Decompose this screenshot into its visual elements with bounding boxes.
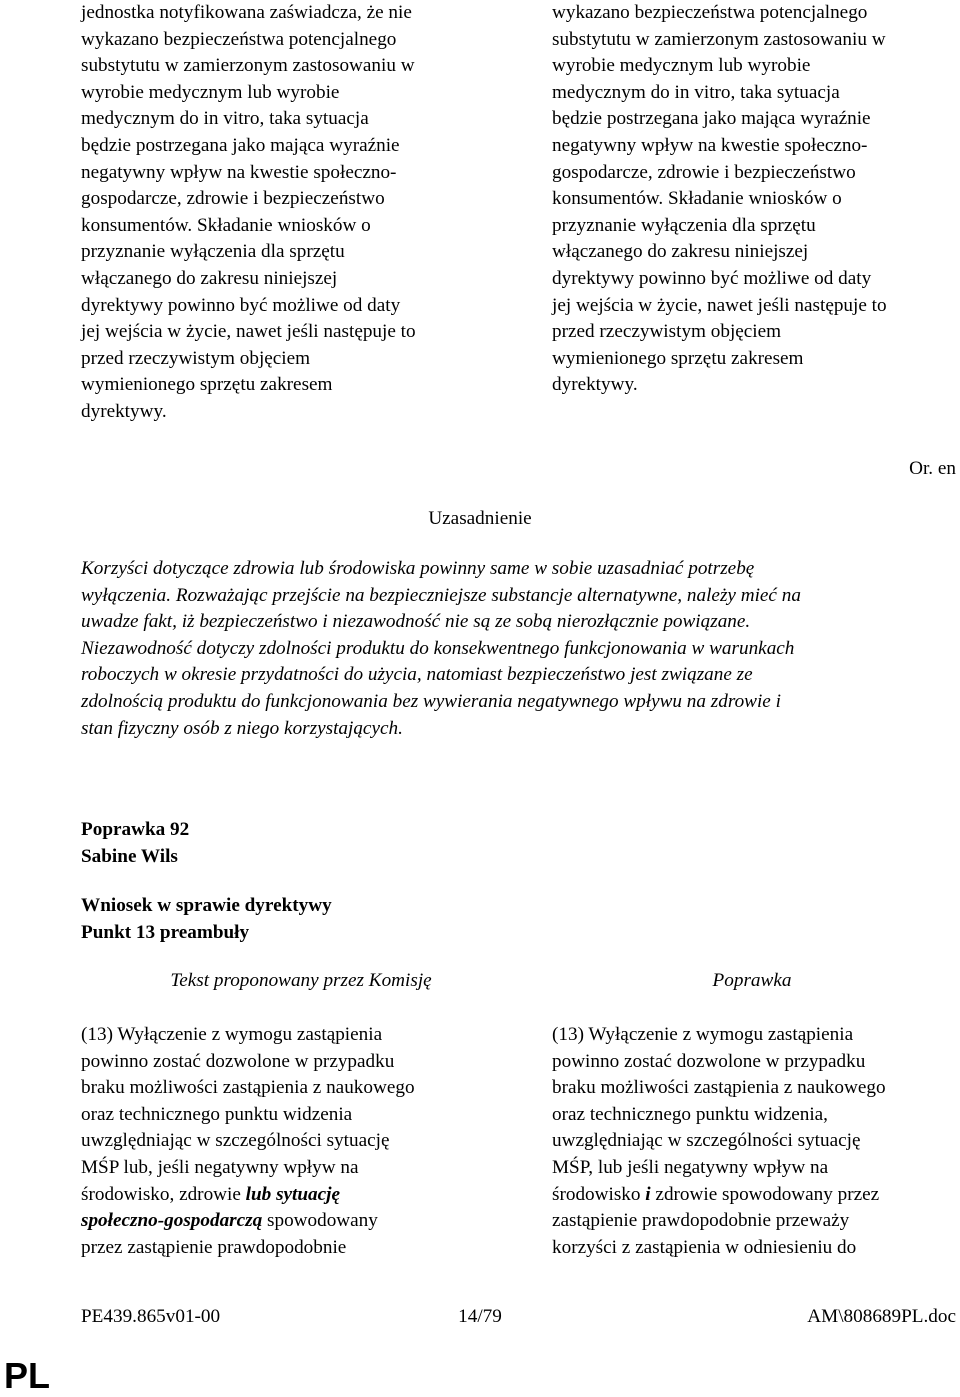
text-line: powinno zostać dozwolone w przypadku bbox=[552, 1050, 866, 1072]
text-line: substytutu w zamierzonym zastosowaniu w bbox=[552, 28, 886, 50]
text-run: środowisko, zdrowie bbox=[81, 1183, 246, 1205]
text-line: wyrobie medycznym lub wyrobie bbox=[552, 55, 811, 77]
amendment-header bbox=[81, 817, 189, 870]
text-line: negatywny wpływ na kwestie społeczno- bbox=[81, 161, 397, 183]
text-line: włączanego do zakresu niniejszej bbox=[81, 267, 338, 289]
language-code: PL bbox=[4, 1355, 51, 1396]
amendment-text bbox=[552, 1022, 952, 1261]
text-line: przez zastąpienie prawdopodobnie bbox=[81, 1236, 347, 1258]
text-line: gospodarcze, zdrowie i bezpieczeństwo bbox=[552, 161, 856, 183]
amendment-author: Sabine Wils bbox=[81, 845, 178, 867]
text-line: (13) Wyłączenie z wymogu zastąpienia bbox=[552, 1024, 854, 1045]
text-line: (13) Wyłączenie z wymogu zastąpienia bbox=[81, 1024, 383, 1045]
text-line: wykazano bezpieczeństwa potencjalnego bbox=[81, 28, 397, 50]
text-line: wymienionego sprzętu zakresem bbox=[552, 347, 804, 369]
text-line: braku możliwości zastąpienia z naukowego bbox=[81, 1077, 415, 1099]
text-line: powinno zostać dozwolone w przypadku bbox=[81, 1050, 395, 1072]
text-line: roboczych w okresie przydatności do użycia, natomiast bezpieczeństwo jest związane ze bbox=[81, 664, 753, 686]
text-line: oraz technicznego punktu widzenia bbox=[81, 1103, 353, 1125]
footer-document-name: AM\808689PL.doc bbox=[807, 1306, 956, 1327]
text-line: jednostka notyfikowana zaświadcza, że nie bbox=[81, 2, 412, 23]
text-line: gospodarcze, zdrowie i bezpieczeństwo bbox=[81, 188, 385, 210]
text-line: konsumentów. Składanie wniosków o bbox=[552, 188, 842, 210]
text-line: konsumentów. Składanie wniosków o bbox=[81, 214, 371, 236]
text-run: środowisko bbox=[552, 1183, 646, 1205]
text-line: będzie postrzegana jako mająca wyraźnie bbox=[552, 108, 871, 130]
text-line bbox=[552, 1182, 952, 1209]
text-line: dyrektywy powinno być możliwe od daty bbox=[81, 294, 401, 316]
proposal-title: Wniosek w sprawie dyrektywy bbox=[81, 895, 332, 916]
text-line: jej wejścia w życie, nawet jeśli następuje to bbox=[552, 294, 887, 316]
footer-page-number: 14/79 bbox=[458, 1306, 502, 1327]
text-line: włączanego do zakresu niniejszej bbox=[552, 241, 809, 263]
text-line: oraz technicznego punktu widzenia, bbox=[552, 1103, 828, 1125]
text-line: przyznanie wyłączenia dla sprzętu bbox=[81, 241, 345, 263]
text-line bbox=[81, 1182, 521, 1209]
top-right-column bbox=[552, 0, 952, 399]
text-line: dyrektywy. bbox=[81, 400, 167, 422]
emphasized-text: lub sytuację bbox=[245, 1183, 341, 1205]
text-line: wyłączenia. Rozważając przejście na bezpieczniejsze substancje alternatywne, należy mieć na bbox=[81, 584, 801, 606]
text-line: MŚP lub, jeśli negatywny wpływ na bbox=[81, 1156, 359, 1178]
amendment-heading: Poprawka bbox=[712, 970, 792, 991]
original-language: Or. en bbox=[909, 458, 956, 479]
top-left-column bbox=[81, 0, 501, 426]
text-line: korzyści z zastąpienia w odniesieniu do bbox=[552, 1236, 857, 1258]
text-line: medycznym do in vitro, taka sytuacja bbox=[552, 81, 840, 103]
commission-text-heading: Tekst proponowany przez Komisję bbox=[170, 970, 432, 991]
justification-body bbox=[81, 556, 941, 742]
text-line: Niezawodność dotyczy zdolności produktu do konsekwentnego funkcjonowania w warunkach bbox=[81, 637, 795, 659]
emphasized-text: i bbox=[645, 1183, 651, 1205]
text-line: uwadze fakt, iż bezpieczeństwo i niezawodność nie są ze sobą nierozłącznie powiązane. bbox=[81, 611, 751, 633]
footer-reference: PE439.865v01-00 bbox=[81, 1306, 221, 1327]
recital-reference: Punkt 13 preambuły bbox=[81, 921, 250, 943]
text-line bbox=[81, 1208, 521, 1235]
amendment-number: Poprawka 92 bbox=[81, 819, 190, 840]
text-line: wykazano bezpieczeństwa potencjalnego bbox=[552, 2, 868, 23]
amendment-subheader bbox=[81, 893, 332, 946]
text-line: dyrektywy powinno być możliwe od daty bbox=[552, 267, 872, 289]
text-line: będzie postrzegana jako mająca wyraźnie bbox=[81, 134, 400, 156]
text-line: negatywny wpływ na kwestie społeczno- bbox=[552, 134, 868, 156]
text-line: braku możliwości zastąpienia z naukowego bbox=[552, 1077, 886, 1099]
text-line: przed rzeczywistym objęciem bbox=[552, 321, 782, 343]
emphasized-text: społeczno-gospodarczą bbox=[81, 1210, 263, 1232]
text-line: wymienionego sprzętu zakresem bbox=[81, 374, 333, 396]
commission-text bbox=[81, 1022, 521, 1261]
text-line: dyrektywy. bbox=[552, 374, 638, 396]
text-line: uwzględniając w szczególności sytuację bbox=[81, 1130, 390, 1152]
text-line: stan fizyczny osób z niego korzystających. bbox=[81, 717, 403, 739]
text-line: MŚP, lub jeśli negatywny wpływ na bbox=[552, 1156, 829, 1178]
text-line: zdolnością produktu do funkcjonowania bez wywierania negatywnego wpływu na zdrowie i bbox=[81, 690, 781, 712]
text-line: uwzględniając w szczególności sytuację bbox=[552, 1130, 861, 1152]
text-run: zdrowie spowodowany przez bbox=[650, 1183, 880, 1205]
text-line: przyznanie wyłączenia dla sprzętu bbox=[552, 214, 816, 236]
text-line: substytutu w zamierzonym zastosowaniu w bbox=[81, 55, 415, 77]
justification-title: Uzasadnienie bbox=[428, 508, 532, 529]
text-run: spowodowany bbox=[262, 1210, 378, 1232]
text-line: przed rzeczywistym objęciem bbox=[81, 347, 311, 369]
text-line: wyrobie medycznym lub wyrobie bbox=[81, 81, 340, 103]
text-line: medycznym do in vitro, taka sytuacja bbox=[81, 108, 369, 130]
text-line: jej wejścia w życie, nawet jeśli następuje to bbox=[81, 321, 416, 343]
text-line: Korzyści dotyczące zdrowia lub środowiska powinny same w sobie uzasadniać potrzebę bbox=[81, 558, 755, 579]
text-line: zastąpienie prawdopodobnie przeważy bbox=[552, 1210, 850, 1232]
